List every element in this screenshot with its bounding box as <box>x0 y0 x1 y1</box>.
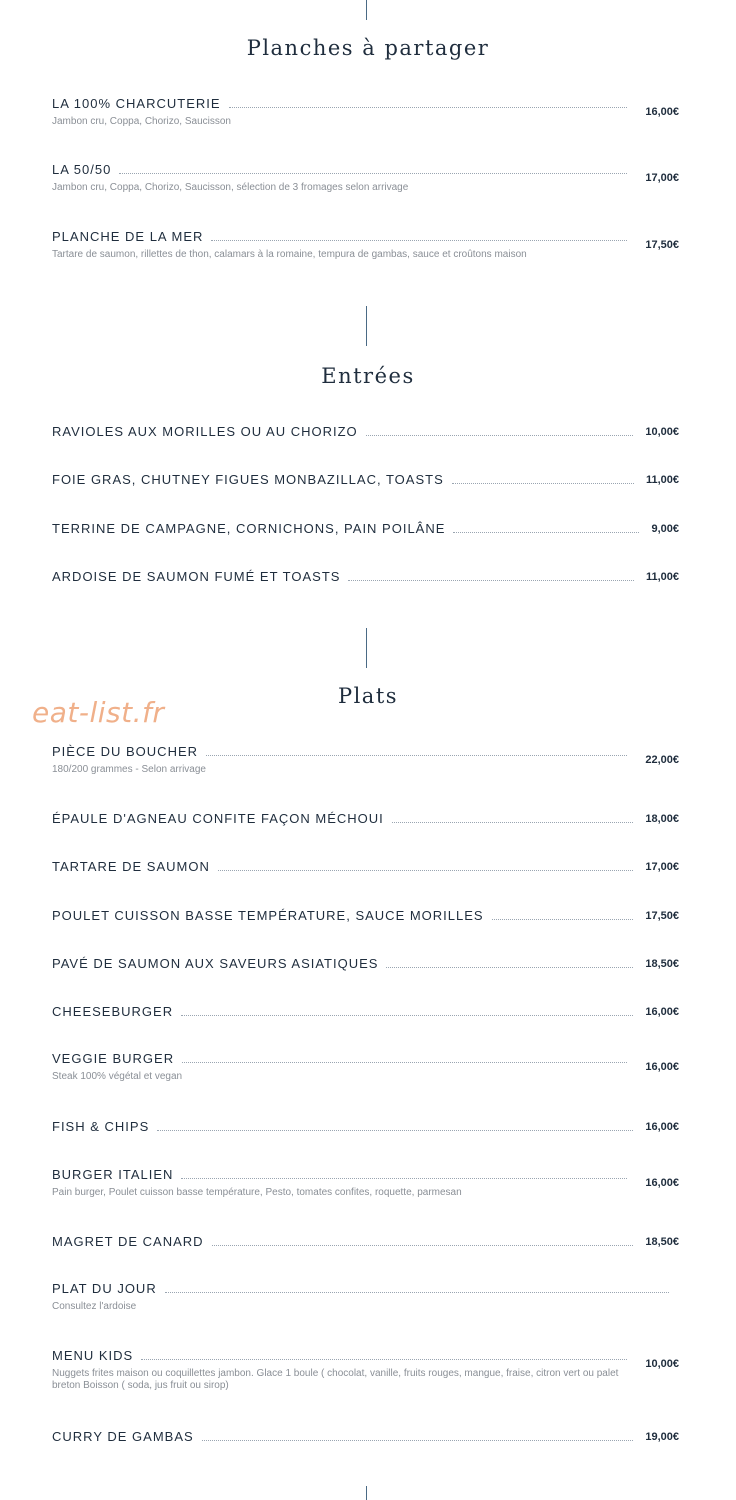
menu-item <box>52 1232 679 1250</box>
item-price: 10,00€ <box>645 426 679 438</box>
dot-leader <box>212 1245 634 1246</box>
item-price: 10,00€ <box>645 1358 679 1370</box>
section-title-plats: Plats <box>337 684 399 708</box>
item-name: FISH & CHIPS <box>52 1119 150 1134</box>
dot-leader <box>202 1440 634 1441</box>
section-title-planches: Planches à partager <box>246 36 490 60</box>
dot-leader <box>211 240 627 241</box>
item-name: PLANCHE DE LA MER <box>52 229 204 244</box>
menu-item <box>52 857 679 875</box>
dot-leader <box>181 1015 633 1016</box>
dot-leader <box>492 919 634 920</box>
item-name: VEGGIE BURGER <box>52 1051 175 1066</box>
dot-leader <box>141 1359 627 1360</box>
menu-item <box>52 567 679 585</box>
dot-leader <box>157 1130 633 1131</box>
item-price: 17,50€ <box>645 239 679 251</box>
menu-item <box>52 1346 679 1392</box>
item-name: ÉPAULE D'AGNEAU CONFITE FAÇON MÉCHOUI <box>52 811 384 826</box>
dot-leader <box>452 483 634 484</box>
menu-item <box>52 1279 679 1313</box>
item-price: 17,00€ <box>645 172 679 184</box>
dot-leader <box>386 967 633 968</box>
item-name: PIÈCE DU BOUCHER <box>52 744 199 759</box>
item-name: POULET CUISSON BASSE TEMPÉRATURE, SAUCE MORILLES <box>52 908 484 923</box>
item-price: 18,50€ <box>645 958 679 970</box>
dot-leader <box>182 1062 627 1063</box>
item-price: 16,00€ <box>645 1061 679 1073</box>
item-description: Consultez l'ardoise <box>52 1301 137 1312</box>
menu-item <box>52 519 679 537</box>
menu-item <box>52 422 679 440</box>
item-price: 18,00€ <box>645 813 679 825</box>
divider-line-top <box>366 0 367 20</box>
section-title-entrees: Entrées <box>321 364 415 388</box>
item-description: Jambon cru, Coppa, Chorizo, Saucisson, sélection de 3 fromages selon arrivage <box>52 182 409 193</box>
item-price: 22,00€ <box>645 754 679 766</box>
menu-item <box>52 1002 679 1020</box>
item-description: Steak 100% végétal et vegan <box>52 1071 183 1082</box>
divider-line-entrees <box>366 306 367 346</box>
item-price: 11,00€ <box>645 474 679 486</box>
menu-item <box>52 954 679 972</box>
item-price: 16,00€ <box>645 1121 679 1133</box>
item-name: CHEESEBURGER <box>52 1004 174 1019</box>
item-name: RAVIOLES AUX MORILLES OU AU CHORIZO <box>52 424 358 439</box>
item-description: Nuggets frites maison ou coquillettes jambon. Glace 1 boule ( chocolat, vanille, fruits rouges, mangue, fraise, citron vert ou palet breton Boisson ( soda, jus fruit ou sirop) <box>52 1368 619 1391</box>
item-name: PLAT DU JOUR <box>52 1281 157 1296</box>
item-description: Tartare de saumon, rillettes de thon, calamars à la romaine, tempura de gambas, sauce et croûtons maison <box>52 249 527 260</box>
item-name: FOIE GRAS, CHUTNEY FIGUES MONBAZILLAC, TOASTS <box>52 472 444 487</box>
item-price: 16,00€ <box>645 106 679 118</box>
menu-item <box>52 1117 679 1135</box>
item-name: BURGER ITALIEN <box>52 1167 174 1182</box>
dot-leader <box>181 1178 627 1179</box>
dot-leader <box>119 173 627 174</box>
menu-item <box>52 742 679 776</box>
divider-line-bottom <box>366 1486 367 1500</box>
item-description: 180/200 grammes - Selon arrivage <box>52 764 206 775</box>
item-price: 17,00€ <box>645 861 679 873</box>
dot-leader <box>453 532 639 533</box>
dot-leader <box>218 870 633 871</box>
menu-item <box>52 470 679 488</box>
menu-item <box>52 906 679 924</box>
menu-item <box>52 94 679 128</box>
menu-item <box>52 1165 679 1199</box>
divider-line-plats <box>366 628 367 668</box>
menu-item <box>52 160 679 194</box>
item-price: 16,00€ <box>645 1006 679 1018</box>
item-name: MENU KIDS <box>52 1348 134 1363</box>
dot-leader <box>392 822 634 823</box>
menu-item <box>52 1049 679 1083</box>
item-description: Jambon cru, Coppa, Chorizo, Saucisson <box>52 116 231 127</box>
item-name: PAVÉ DE SAUMON AUX SAVEURS ASIATIQUES <box>52 956 379 971</box>
item-price: 19,00€ <box>645 1431 679 1443</box>
item-description: Pain burger, Poulet cuisson basse température, Pesto, tomates confites, roquette, parmesan <box>52 1187 462 1198</box>
dot-leader <box>206 755 627 756</box>
item-name: MAGRET DE CANARD <box>52 1234 204 1249</box>
item-price: 11,00€ <box>645 571 679 583</box>
item-price: 16,00€ <box>645 1177 679 1189</box>
item-price: 17,50€ <box>645 910 679 922</box>
item-name: TERRINE DE CAMPAGNE, CORNICHONS, PAIN POILÂNE <box>52 521 446 536</box>
dot-leader <box>229 107 627 108</box>
dot-leader <box>348 580 634 581</box>
item-name: TARTARE DE SAUMON <box>52 859 210 874</box>
menu-item <box>52 809 679 827</box>
item-name: CURRY DE GAMBAS <box>52 1429 194 1444</box>
dot-leader <box>165 1292 669 1293</box>
watermark: eat-list.fr <box>32 696 165 729</box>
item-price: 9,00€ <box>651 523 679 535</box>
item-name: ARDOISE DE SAUMON FUMÉ ET TOASTS <box>52 569 341 584</box>
menu-item <box>52 1427 679 1445</box>
menu-item <box>52 227 679 261</box>
item-name: LA 50/50 <box>52 162 112 177</box>
dot-leader <box>366 435 634 436</box>
item-price: 18,50€ <box>645 1236 679 1248</box>
item-name: LA 100% CHARCUTERIE <box>52 96 221 111</box>
